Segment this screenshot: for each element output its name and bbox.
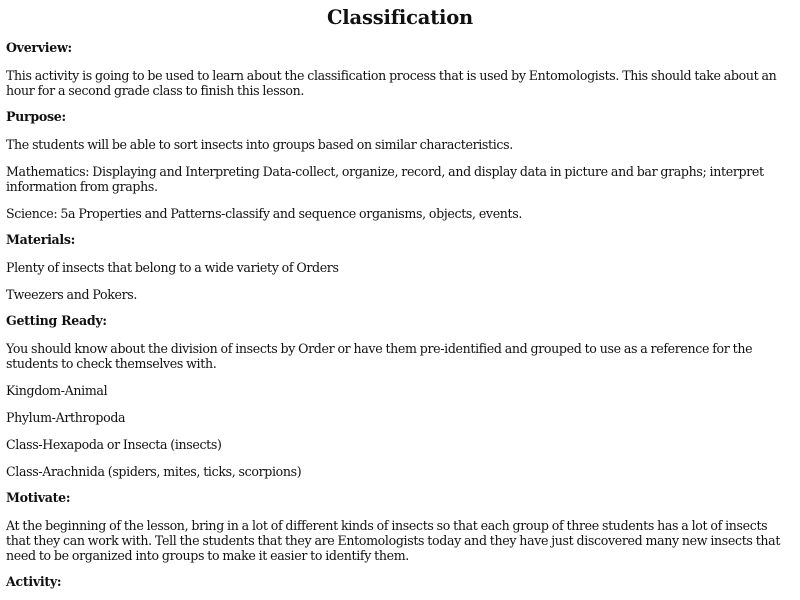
section-motivate bbox=[6, 490, 794, 563]
section-heading-purpose: Purpose: bbox=[6, 109, 66, 124]
section-heading-getting-ready: Getting Ready: bbox=[6, 313, 107, 328]
overview-paragraph: This activity is going to be used to learn about the classification process that is used by Entomologists. This should take about an hour for a second grade class to finish this lesson. bbox=[6, 68, 777, 98]
section-purpose bbox=[6, 109, 794, 221]
materials-item: Plenty of insects that belong to a wide variety of Orders bbox=[6, 260, 339, 275]
section-activity bbox=[6, 574, 794, 590]
taxonomy-kingdom: Kingdom-Animal bbox=[6, 383, 108, 398]
section-heading-activity: Activity: bbox=[6, 574, 62, 589]
section-heading-materials: Materials: bbox=[6, 232, 76, 247]
purpose-paragraph: The students will be able to sort insects into groups based on similar characteristics. bbox=[6, 137, 513, 152]
section-materials bbox=[6, 232, 794, 302]
taxonomy-class-hexapoda: Class-Hexapoda or Insecta (insects) bbox=[6, 437, 222, 452]
getting-ready-paragraph: You should know about the division of insects by Order or have them pre-identified and grouped to use as a reference for the students to check themselves with. bbox=[6, 341, 753, 371]
section-heading-motivate: Motivate: bbox=[6, 490, 71, 505]
section-getting-ready bbox=[6, 313, 794, 479]
section-overview bbox=[6, 40, 794, 98]
motivate-paragraph: At the beginning of the lesson, bring in a lot of different kinds of insects so that each group of three students has a lot of insects that they can work with. Tell the students that they are Entomologists today and they have just discovered many new insects that need to be organized into groups to make it easier to identify them. bbox=[6, 518, 781, 563]
purpose-science-paragraph: Science: 5a Properties and Patterns-classify and sequence organisms, objects, events. bbox=[6, 206, 523, 221]
materials-item: Tweezers and Pokers. bbox=[6, 287, 138, 302]
taxonomy-phylum: Phylum-Arthropoda bbox=[6, 410, 126, 425]
purpose-mathematics-paragraph: Mathematics: Displaying and Interpreting Data-collect, organize, record, and display data in picture and bar graphs; interpret information from graphs. bbox=[6, 164, 764, 194]
page-title: Classification bbox=[326, 6, 474, 29]
section-heading-overview: Overview: bbox=[6, 40, 72, 55]
taxonomy-class-arachnida: Class-Arachnida (spiders, mites, ticks, scorpions) bbox=[6, 464, 302, 479]
